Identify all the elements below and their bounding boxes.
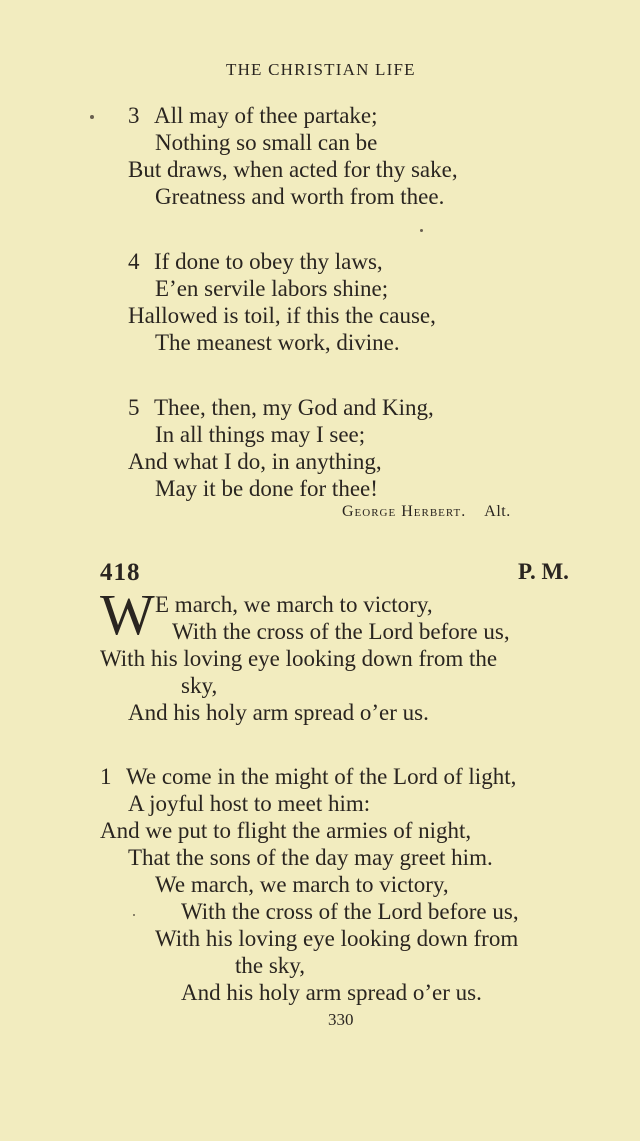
- ink-speck: [90, 115, 94, 119]
- verse-line: And we put to flight the armies of night,: [100, 818, 472, 843]
- verse-line: 3 All may of thee partake;: [128, 103, 378, 128]
- verse-number: 1: [100, 764, 112, 789]
- verse-line: But draws, when acted for thy sake,: [128, 157, 458, 182]
- verse-line: 5 Thee, then, my God and King,: [128, 395, 434, 420]
- page-number: 330: [328, 1010, 354, 1029]
- verse-line: With the cross of the Lord before us,: [172, 619, 510, 644]
- stanza-number: 5: [128, 395, 140, 420]
- running-header: THE CHRISTIAN LIFE: [226, 60, 416, 79]
- verse-line: Hallowed is toil, if this the cause,: [128, 303, 436, 328]
- verse-line: And what I do, in anything,: [128, 449, 382, 474]
- verse-line: The meanest work, divine.: [155, 330, 400, 355]
- verse-line: 4 If done to obey thy laws,: [128, 249, 383, 274]
- drop-cap: W: [100, 582, 155, 647]
- verse-line: We march, we march to victory,: [155, 872, 449, 897]
- verse-line: sky,: [181, 673, 218, 698]
- verse-line: With the cross of the Lord before us,: [181, 899, 519, 924]
- verse-line: And his holy arm spread o’er us.: [181, 980, 482, 1005]
- verse-line: And his holy arm spread o’er us.: [128, 700, 429, 725]
- verse-line: May it be done for thee!: [155, 476, 378, 501]
- verse-line: E march, we march to victory,: [155, 592, 433, 617]
- stanza-number: 3: [128, 103, 140, 128]
- verse-line: That the sons of the day may greet him.: [128, 845, 493, 870]
- verse-line: the sky,: [235, 953, 306, 978]
- attribution-author: George Herbert.: [342, 503, 467, 520]
- ink-speck: [420, 229, 423, 232]
- hymn-number: 418: [100, 559, 141, 586]
- verse-line: 1 We come in the might of the Lord of light,: [100, 764, 517, 789]
- attribution-note: Alt.: [484, 503, 511, 520]
- stanza-number: 4: [128, 249, 140, 274]
- hymn-meter: P. M.: [518, 559, 569, 584]
- verse-line: With his loving eye looking down from the: [100, 646, 498, 671]
- verse-line: A joyful host to meet him:: [128, 791, 371, 816]
- verse-line: With his loving eye looking down from: [155, 926, 519, 951]
- attribution: [342, 503, 511, 521]
- verse-line: E’en servile labors shine;: [155, 276, 389, 301]
- ink-speck: [133, 914, 135, 916]
- verse-line: In all things may I see;: [155, 422, 366, 447]
- verse-line: Greatness and worth from thee.: [155, 184, 445, 209]
- verse-line: Nothing so small can be: [155, 130, 378, 155]
